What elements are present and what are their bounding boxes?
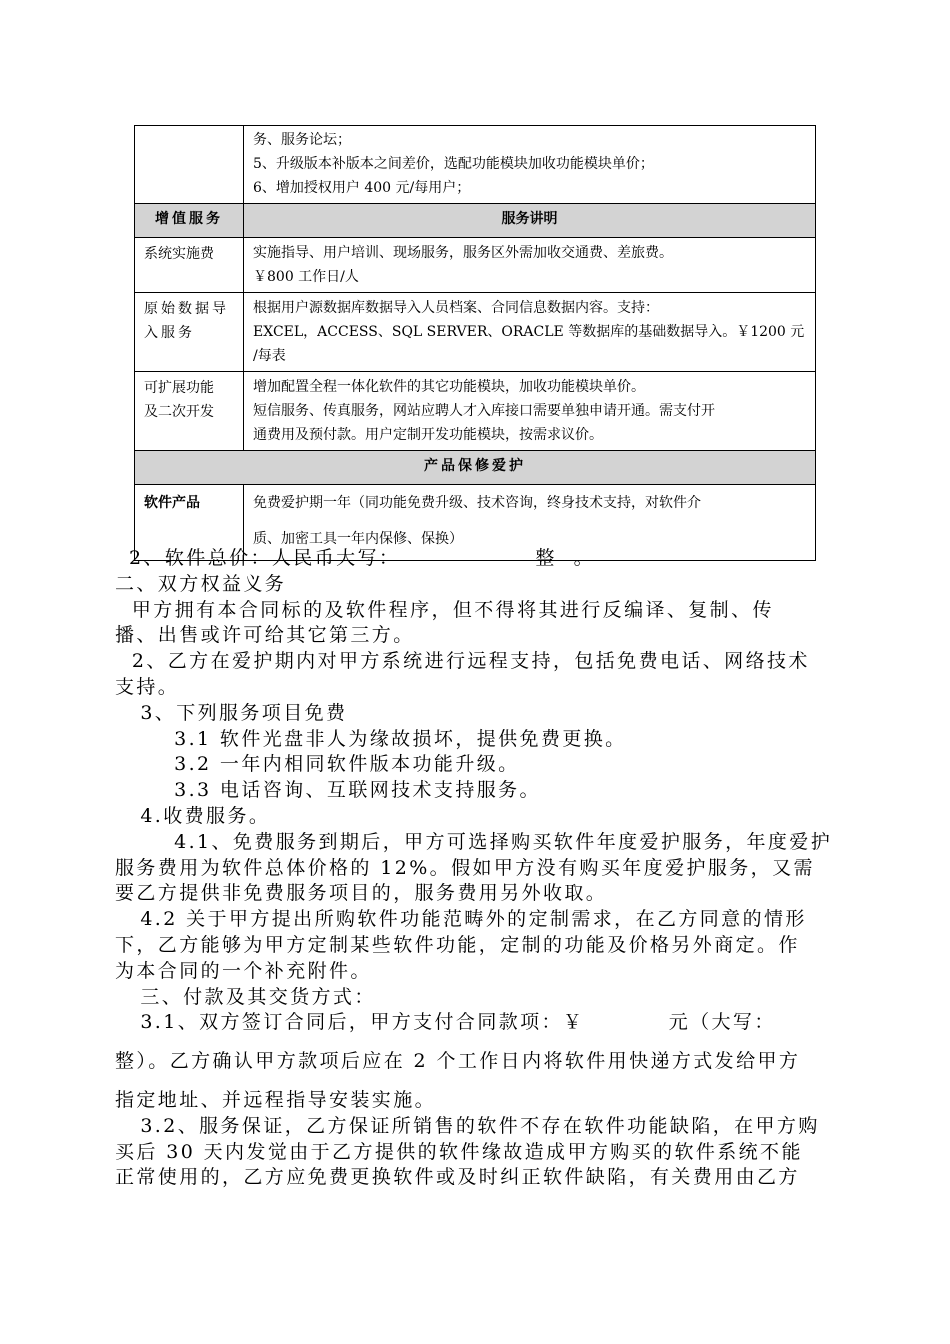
table-row xyxy=(135,126,816,204)
description-line: 通费用及预付款。用户定制开发功能模块，按需求议价。 xyxy=(253,427,603,443)
value-added-header: 增值服务 xyxy=(135,204,244,238)
description-cell xyxy=(244,238,816,293)
section-title: 二、双方权益义务 xyxy=(115,572,287,595)
description-line: 务、服务论坛； xyxy=(253,132,351,148)
description-line: 增加配置全程一体化软件的其它功能模块，加收功能模块单价。 xyxy=(253,379,645,395)
description-line: ￥800 工作日/人 xyxy=(253,269,359,285)
description-cell xyxy=(244,293,816,372)
paragraph-line: 正常使用的，乙方应免费更换软件或及时纠正软件缺陷，有关费用由乙方 xyxy=(115,1166,800,1189)
paragraph-line: 整）。乙方确认甲方款项后应在 2 个工作日内将软件用快递方式发给甲方 xyxy=(115,1050,801,1073)
paragraph-line: 指定地址、并远程指导安装实施。 xyxy=(115,1088,437,1111)
description-line: EXCEL，ACCESS、SQL SERVER、ORACLE 等数据库的基础数据导入。￥1200 元 xyxy=(253,324,805,340)
description-cell xyxy=(244,372,816,451)
service-table xyxy=(134,125,816,561)
paragraph-line: 为本合同的一个补充附件。 xyxy=(115,959,372,982)
table-row xyxy=(135,372,816,451)
description-cell xyxy=(244,126,816,204)
row-label: 入服务 xyxy=(144,325,195,341)
paragraph-line: 2、乙方在爱护期内对甲方系统进行远程支持，包括免费电话、网络技术 xyxy=(115,650,810,673)
service-description-header: 服务讲明 xyxy=(244,204,816,238)
paragraph-line: 服务费用为软件总体价格的 12%。假如甲方没有购买年度爱护服务，又需 xyxy=(115,856,815,879)
row-label: 系统实施费 xyxy=(144,246,214,262)
description-line: 5、升级版本补版本之间差价，选配功能模块加收功能模块单价； xyxy=(253,156,654,172)
description-line: 短信服务、传真服务，网站应聘人才入库接口需要单独申请开通。需支付开 xyxy=(253,403,715,419)
paragraph-line: 3、下列服务项目免费 xyxy=(115,701,348,724)
section-title: 三、付款及其交货方式： xyxy=(115,985,376,1008)
table-row xyxy=(135,238,816,293)
row-label-cell xyxy=(135,238,244,293)
maintenance-header-row xyxy=(135,451,816,485)
paragraph-line: 4.收费服务。 xyxy=(115,804,271,827)
row-label: 可扩展功能 xyxy=(144,380,214,396)
list-item: 3.1 软件光盘非人为缘故损坏，提供免费更换。 xyxy=(115,727,627,750)
contract-body xyxy=(115,546,835,1191)
description-line: 根据用户源数据库数据导入人员档案、合同信息数据内容。支持： xyxy=(253,300,659,316)
row-label-cell xyxy=(135,293,244,372)
description-line: 质、加密工具一年内保修、保换） xyxy=(253,531,463,547)
empty-label-cell xyxy=(135,126,244,204)
list-item: 3.3 电话咨询、互联网技术支持服务。 xyxy=(115,779,541,802)
paragraph-line: 甲方拥有本合同标的及软件程序，但不得将其进行反编译、复制、传 xyxy=(115,598,774,621)
paragraph-line: 3.1、双方签订合同后，甲方支付合同款项：￥ 元（大写： xyxy=(115,1011,776,1034)
row-label: 软件产品 xyxy=(144,495,200,511)
table-row xyxy=(135,293,816,372)
row-label: 原始数据导 xyxy=(144,301,229,317)
paragraph-line: 3.2、服务保证，乙方保证所销售的软件不存在软件功能缺陷，在甲方购 xyxy=(115,1114,820,1137)
list-item: 3.2 一年内相同软件版本功能升级。 xyxy=(115,753,520,776)
paragraph-line: 下，乙方能够为甲方定制某些软件功能，定制的功能及价格另外商定。作 xyxy=(115,933,800,956)
paragraph-line: 播、出售或许可给其它第三方。 xyxy=(115,624,415,647)
paragraph-line: 买后 30 天内发觉由于乙方提供的软件缘故造成甲方购买的软件系统不能 xyxy=(115,1140,803,1163)
maintenance-header: 产品保修爱护 xyxy=(135,451,816,485)
description-line: 免费爱护期一年（同功能免费升级、技术咨询，终身技术支持，对软件介 xyxy=(253,495,701,511)
total-price-line: 2、软件总价：人民币大写： 整 。 xyxy=(129,547,596,569)
description-line: 实施指导、用户培训、现场服务，服务区外需加收交通费、差旅费。 xyxy=(253,245,673,261)
row-label-cell xyxy=(135,372,244,451)
paragraph-line: 支持。 xyxy=(115,675,180,698)
row-label: 及二次开发 xyxy=(144,404,214,420)
value-added-header-row xyxy=(135,204,816,238)
paragraph-line: 4.1、免费服务到期后，甲方可选择购买软件年度爱护服务，年度爱护 xyxy=(115,830,833,853)
paragraph-line: 4.2 关于甲方提出所购软件功能范畴外的定制需求，在乙方同意的情形 xyxy=(115,908,807,931)
description-line: /每表 xyxy=(253,348,286,364)
paragraph-line: 要乙方提供非免费服务项目的，服务费用另外收取。 xyxy=(115,882,608,905)
description-line: 6、增加授权用户 400 元/每用户； xyxy=(253,180,471,196)
